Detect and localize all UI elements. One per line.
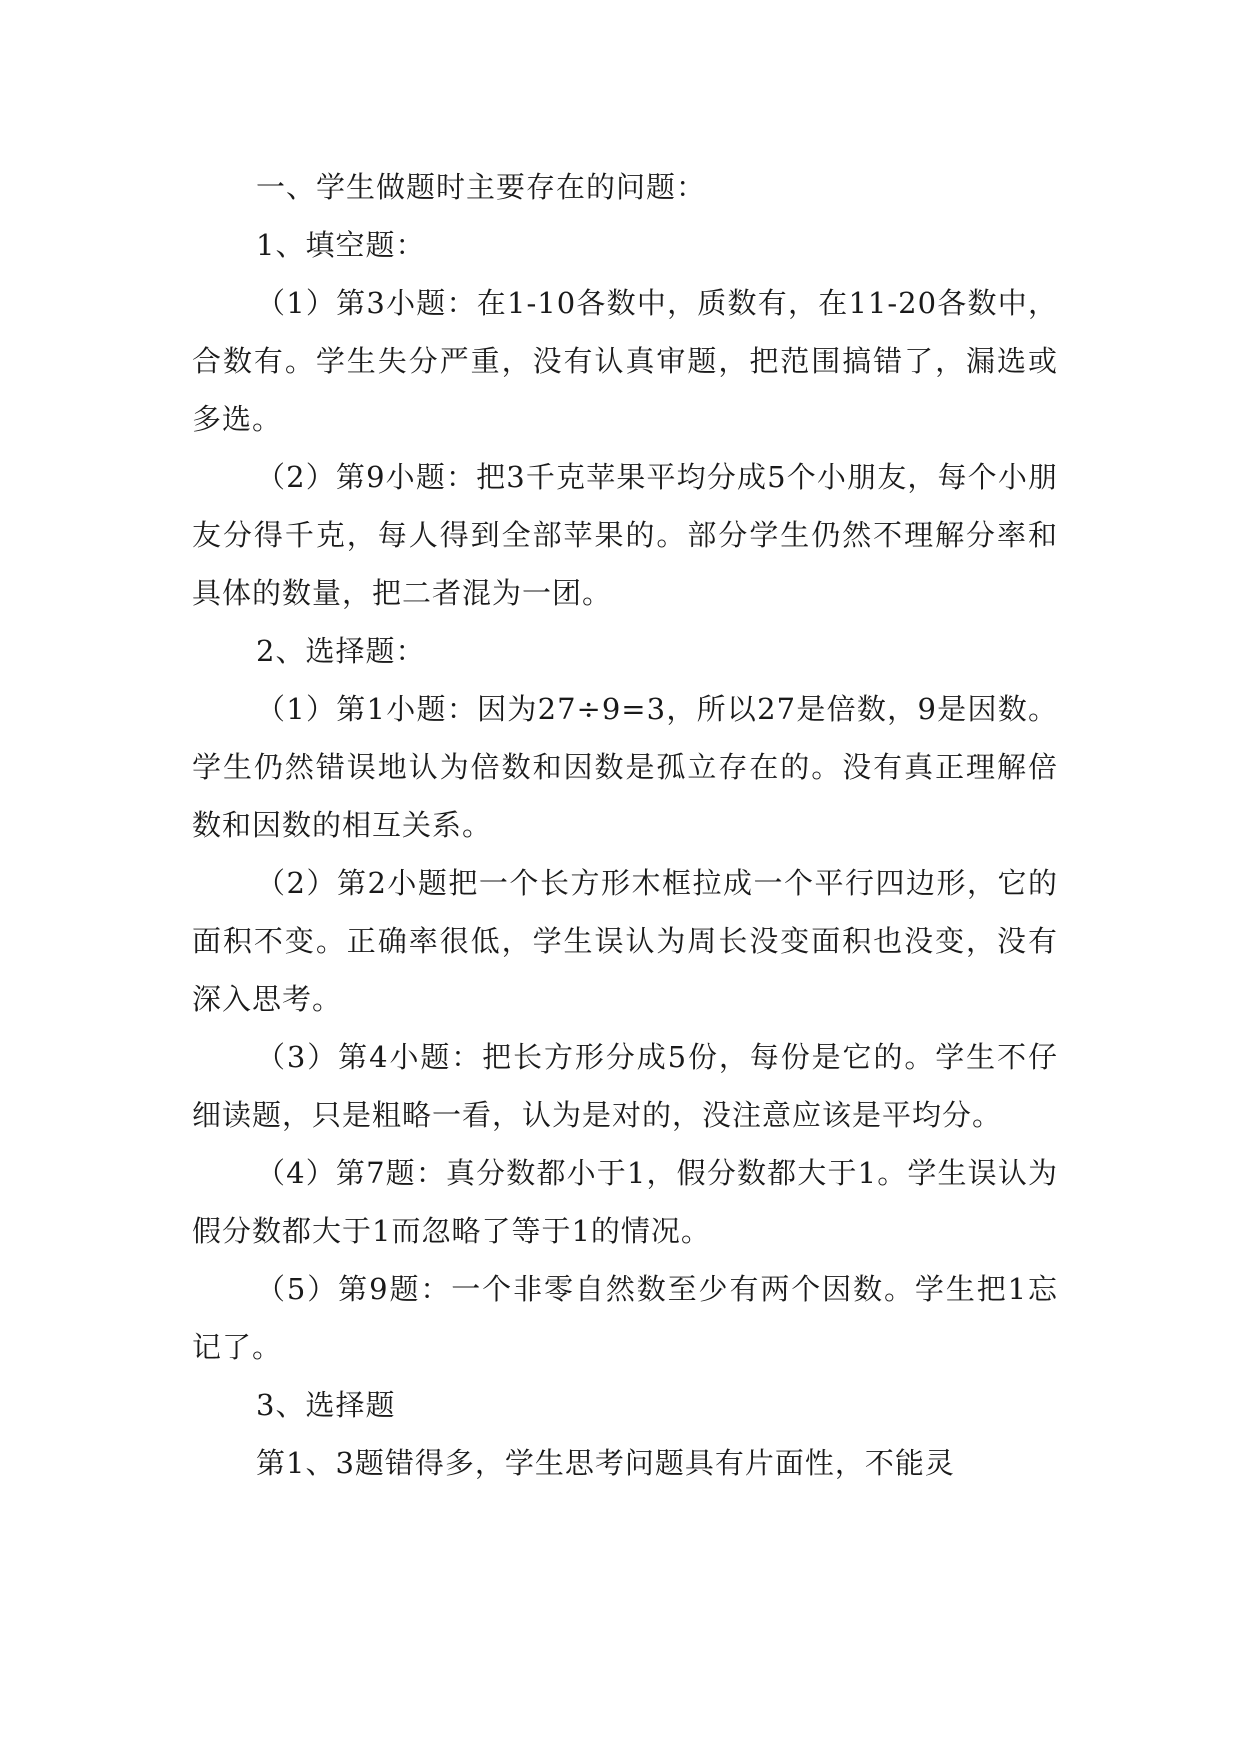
paragraph-choice-q4: （3）第4小题：把长方形分成5份，每份是它的。学生不仔细读题，只是粗略一看，认为是对的，没注意应该是平均分。 xyxy=(192,1040,1058,1132)
section-heading-problems: 一、学生做题时主要存在的问题： xyxy=(256,170,707,204)
paragraph-choice-3-body: 第1、3题错得多，学生思考问题具有片面性，不能灵 xyxy=(256,1446,955,1480)
paragraph-fill-q3: （1）第3小题：在1-10各数中，质数有，在11-20各数中，合数有。学生失分严重，没有认真审题，把范围搞错了，漏选或多选。 xyxy=(192,286,1058,436)
paragraph-choice-q7: （4）第7题：真分数都小于1，假分数都大于1。学生误认为假分数都大于1而忽略了等于1的情况。 xyxy=(192,1156,1058,1248)
paragraph-choice-q9: （5）第9题：一个非零自然数至少有两个因数。学生把1忘记了。 xyxy=(192,1272,1058,1364)
paragraph-choice-q1: （1）第1小题：因为27÷9=3，所以27是倍数，9是因数。学生仍然错误地认为倍数和因数是孤立存在的。没有真正理解倍数和因数的相互关系。 xyxy=(192,692,1058,842)
paragraph-fill-q9: （2）第9小题：把3千克苹果平均分成5个小朋友，每个小朋友分得千克，每人得到全部苹果的。部分学生仍然不理解分率和具体的数量，把二者混为一团。 xyxy=(192,460,1058,610)
paragraph-choice-q2: （2）第2小题把一个长方形木框拉成一个平行四边形，它的面积不变。正确率很低，学生误认为周长没变面积也没变，没有深入思考。 xyxy=(192,866,1058,1016)
document-page xyxy=(192,158,1058,1492)
subheading-choice: 2、选择题： xyxy=(256,634,426,668)
subheading-fill-in-blank: 1、填空题： xyxy=(256,228,426,262)
subheading-choice-3: 3、选择题 xyxy=(256,1388,396,1422)
